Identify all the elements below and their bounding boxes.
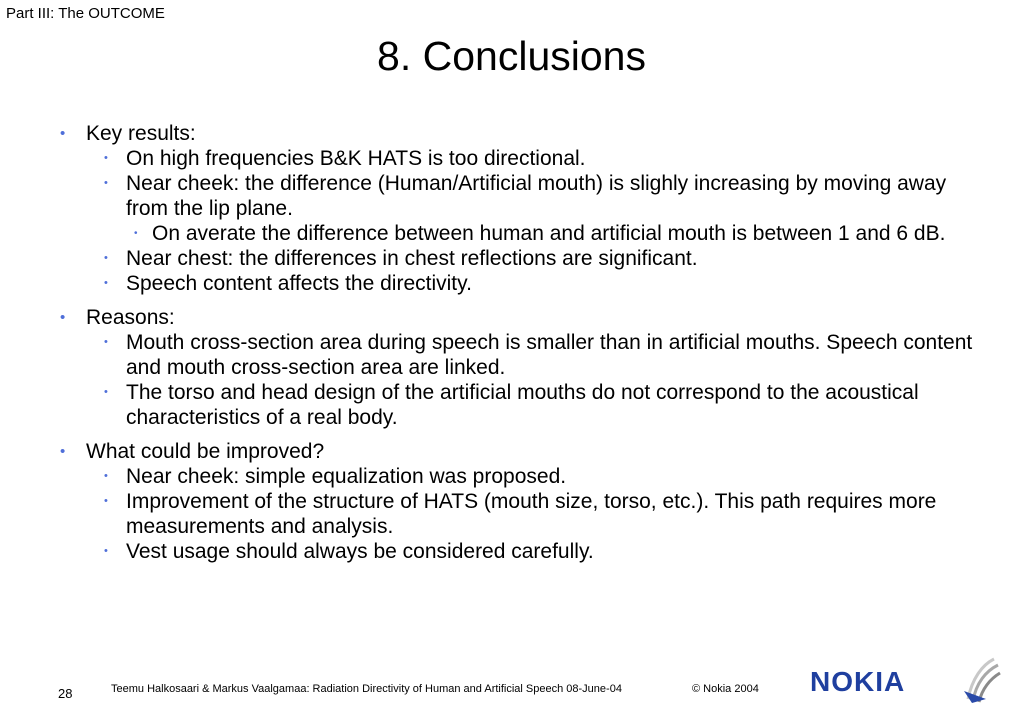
list-item-text: Near chest: the differences in chest reflections are significant. <box>126 247 698 270</box>
bullet-icon: • <box>104 336 108 348</box>
list-item-key-results <box>60 121 990 146</box>
sub-list <box>60 464 990 564</box>
bullet-icon: • <box>60 443 66 460</box>
list-item <box>102 539 990 564</box>
list-item-text: Vest usage should always be considered carefully. <box>126 540 594 563</box>
slide-number: 28 <box>58 686 73 701</box>
bullet-icon: • <box>60 309 66 326</box>
section-label: Part III: The OUTCOME <box>6 5 165 22</box>
list-item <box>102 146 990 171</box>
list-item-text: Improvement of the structure of HATS (mouth size, torso, etc.). This path requires more measurements and analysis. <box>126 490 937 538</box>
sub-list <box>60 146 990 296</box>
bullet-icon: • <box>104 152 108 164</box>
list-item <box>102 330 990 380</box>
slide-title: 8. Conclusions <box>377 33 646 79</box>
list-item-label: Key results: <box>86 122 196 145</box>
footer-text: Teemu Halkosaari & Markus Vaalgamaa: Radiation Directivity of Human and Artificial Speech 08-June-04 <box>111 683 622 695</box>
logo-text: NOKIA <box>810 666 906 697</box>
bullet-icon: • <box>104 386 108 398</box>
list-item-reasons <box>60 305 990 330</box>
list-item-text: Near cheek: simple equalization was proposed. <box>126 465 567 488</box>
list-item-text: Mouth cross-section area during speech is smaller than in artificial mouths. Speech content and mouth cross-section area are linked. <box>126 331 973 379</box>
bullet-icon: • <box>104 252 108 264</box>
list-item <box>102 464 990 489</box>
copyright: © Nokia 2004 <box>692 683 759 695</box>
list-item-text: The torso and head design of the artificial mouths do not correspond to the acoustical characteristics of a real body. <box>126 381 919 429</box>
bullet-icon: • <box>104 177 108 189</box>
list-item-label: What could be improved? <box>86 440 325 463</box>
list-item-label: Reasons: <box>86 306 175 329</box>
bullet-icon: • <box>134 228 138 239</box>
slide-content <box>60 121 990 564</box>
list-item <box>102 271 990 296</box>
bullet-icon: • <box>104 495 108 507</box>
bullet-list <box>60 439 990 464</box>
list-item <box>102 246 990 271</box>
list-item <box>102 171 990 221</box>
bullet-list <box>60 305 990 330</box>
list-item <box>102 380 990 430</box>
list-item <box>134 221 990 246</box>
bullet-icon: • <box>60 125 66 142</box>
list-item-text: Speech content affects the directivity. <box>126 272 472 295</box>
list-item-text: Near cheek: the difference (Human/Artificial mouth) is slighly increasing by moving away from the lip plane. <box>126 172 947 220</box>
bullet-icon: • <box>104 545 108 557</box>
list-item-text: On high frequencies B&K HATS is too directional. <box>126 147 586 170</box>
nokia-logo <box>808 665 940 697</box>
list-item-improvements <box>60 439 990 464</box>
bullet-list <box>60 121 990 146</box>
bullet-icon: • <box>104 470 108 482</box>
bullet-icon: • <box>104 277 108 289</box>
nokia-emblem-icon <box>960 655 1002 705</box>
sub-list <box>60 330 990 430</box>
list-item-text: On averate the difference between human and artificial mouth is between 1 and 6 dB. <box>152 222 946 245</box>
list-item <box>102 489 990 539</box>
